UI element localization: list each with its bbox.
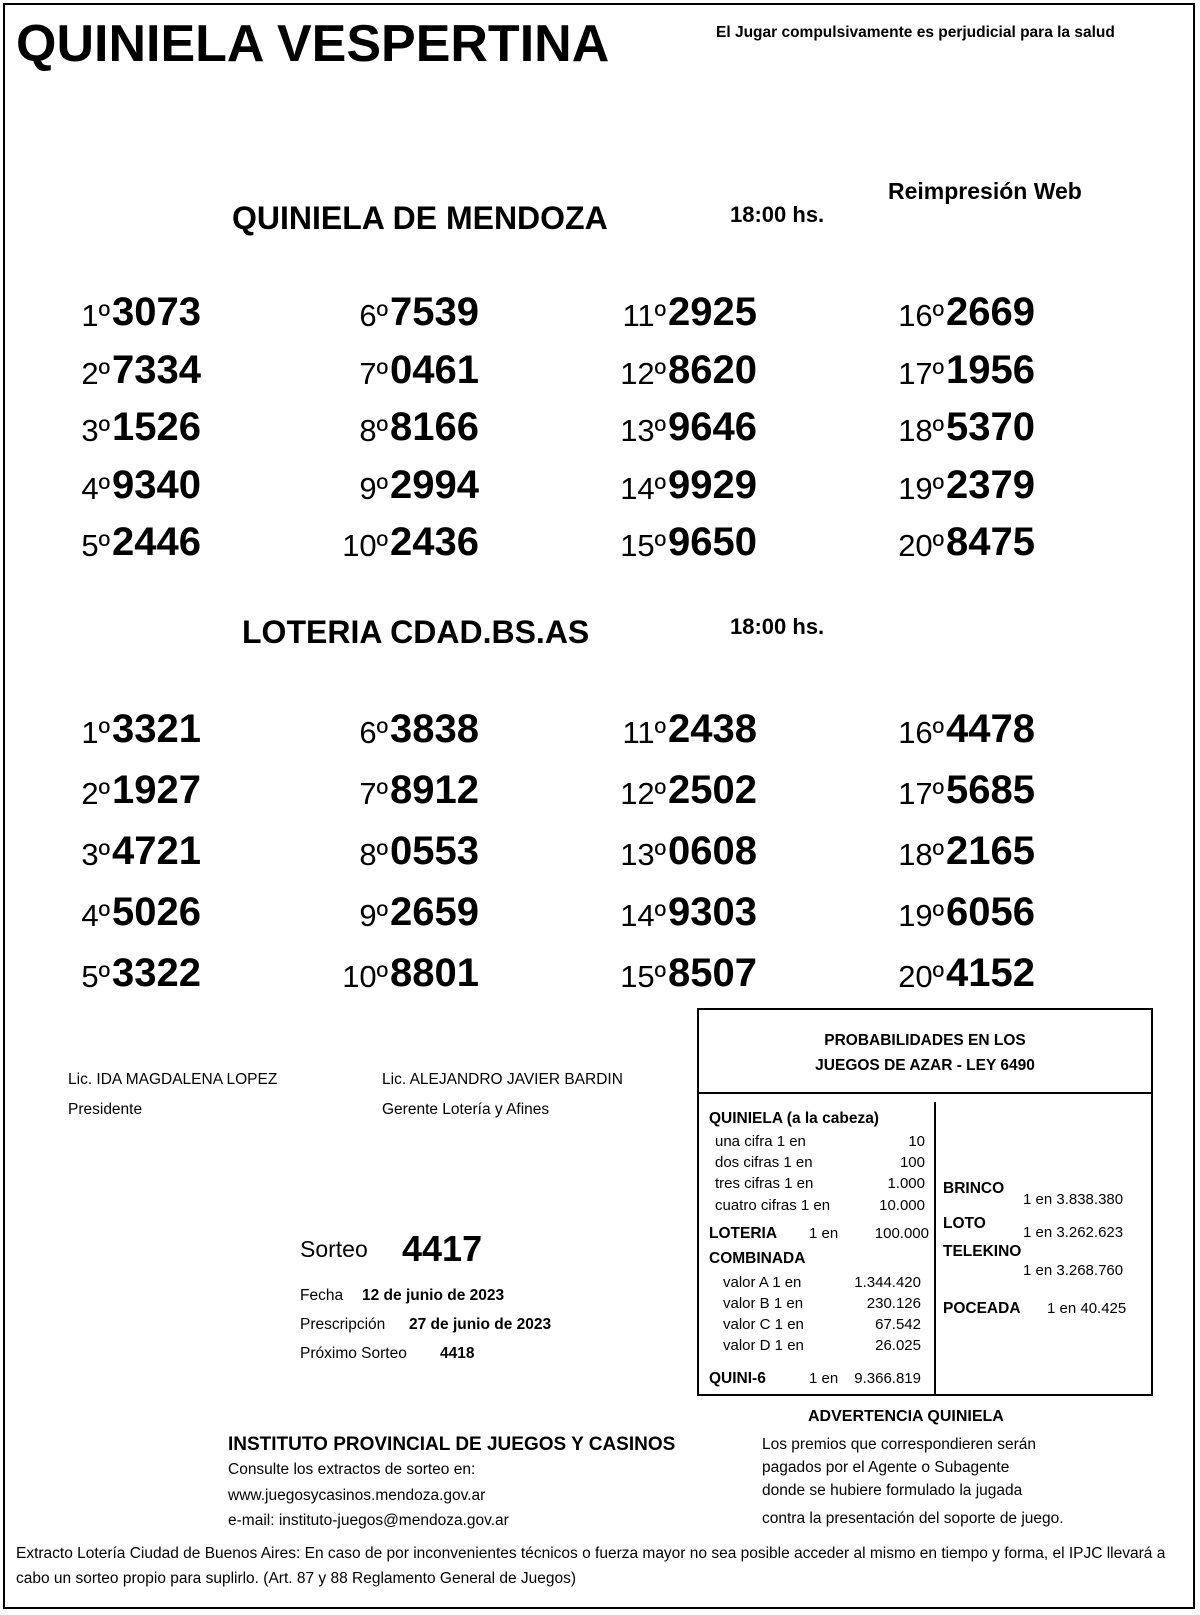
next-draw-label: Próximo Sorteo [300, 1345, 407, 1362]
result-number: 3073 [112, 290, 201, 334]
result-cell [874, 288, 1074, 342]
result-position: 4º [81, 898, 110, 933]
result-position: 10º [342, 959, 388, 994]
quini6-prob-value: 9.366.819 [854, 1370, 921, 1387]
result-number: 2502 [668, 768, 757, 812]
signature-role-1: Presidente [68, 1101, 143, 1118]
result-number: 7539 [390, 290, 479, 334]
result-cell [596, 888, 796, 942]
combinada-prob-value: 230.126 [866, 1295, 921, 1312]
result-position: 6º [359, 715, 388, 750]
result-position: 9º [359, 898, 388, 933]
quiniela-prob-label: tres cifras 1 en [715, 1175, 814, 1192]
result-cell [596, 949, 796, 1003]
footer-note: Extracto Lotería Ciudad de Buenos Aires: En caso de por inconvenientes técnicos o fuerza mayor no sea posible acceder al mismo en tiempo y forma, el IPJC llevará a cabo un sorteo propio para suplirlo. (Art. 87 y 88 Reglamento General de Juegos) [16, 1545, 1166, 1587]
combinada-prob-label: valor B 1 en [723, 1295, 804, 1312]
brinco-prob-title: BRINCO [943, 1180, 1005, 1197]
result-number: 2659 [390, 890, 479, 934]
draw-label: Sorteo [300, 1236, 368, 1262]
quiniela-prob-label: dos cifras 1 en [715, 1154, 813, 1171]
result-number: 8620 [668, 347, 757, 392]
result-cell [596, 288, 796, 342]
result-number: 8801 [390, 951, 479, 995]
result-number: 3322 [112, 951, 201, 995]
draw-date-label: Fecha [300, 1287, 344, 1304]
result-position: 20º [898, 528, 944, 563]
result-cell [596, 827, 796, 881]
result-position: 18º [898, 413, 944, 448]
institute-name: INSTITUTO PROVINCIAL DE JUEGOS Y CASINOS [228, 1434, 676, 1455]
signature-name-2: Lic. ALEJANDRO JAVIER BARDIN [382, 1071, 623, 1088]
section-time-mendoza: 18:00 hs. [730, 202, 825, 227]
result-position: 2º [81, 355, 110, 391]
section-time-bsas: 18:00 hs. [730, 614, 825, 639]
result-position: 16º [898, 715, 944, 750]
result-number: 2438 [668, 707, 757, 751]
loto-prob-value: 1 en 3.262.623 [1023, 1224, 1124, 1241]
poceada-prob-value: 1 en 40.425 [1047, 1300, 1127, 1317]
result-number: 1956 [946, 347, 1035, 392]
result-number: 9929 [668, 462, 757, 507]
result-cell [40, 461, 240, 515]
result-cell [596, 403, 796, 457]
result-number: 9340 [112, 462, 201, 507]
result-cell [40, 346, 240, 400]
result-cell [40, 403, 240, 457]
result-number: 3321 [112, 707, 201, 751]
result-number: 3838 [390, 707, 479, 751]
quiniela-prob-label: una cifra 1 en [715, 1133, 806, 1150]
result-number: 4478 [946, 707, 1035, 751]
result-cell [40, 888, 240, 942]
institute-consult: Consulte los extractos de sorteo en: [228, 1461, 476, 1478]
result-number: 2669 [946, 290, 1035, 334]
combinada-prob-label: valor A 1 en [723, 1274, 802, 1291]
result-number: 2446 [112, 520, 201, 564]
result-position: 10º [342, 528, 388, 563]
result-position: 16º [898, 298, 944, 333]
quiniela-prob-title: QUINIELA (a la cabeza) [709, 1110, 879, 1127]
telekino-prob-value: 1 en 3.268.760 [1023, 1262, 1124, 1279]
result-cell [874, 461, 1074, 515]
loto-prob-title: LOTO [943, 1215, 986, 1232]
draw-date: 12 de junio de 2023 [362, 1287, 505, 1304]
result-position: 17º [898, 355, 944, 391]
result-number: 7334 [112, 347, 201, 392]
quini6-prob-label: 1 en [809, 1370, 839, 1387]
result-cell [40, 949, 240, 1003]
quiniela-prob-label: cuatro cifras 1 en [715, 1197, 831, 1214]
result-cell [318, 403, 518, 457]
result-number: 9650 [668, 520, 757, 564]
result-cell [40, 827, 240, 881]
result-position: 2º [81, 776, 110, 811]
brinco-prob-value: 1 en 3.838.380 [1023, 1191, 1124, 1208]
prescription-date: 27 de junio de 2023 [409, 1316, 552, 1333]
prob-column-divider [934, 1102, 936, 1394]
result-position: 4º [81, 470, 110, 506]
result-position: 11º [622, 298, 666, 333]
health-warning: El Jugar compulsivamente es perjudicial para la salud [716, 24, 1115, 41]
result-cell [318, 888, 518, 942]
result-position: 5º [81, 959, 110, 994]
result-cell [318, 288, 518, 342]
result-position: 19º [898, 898, 944, 933]
result-number: 2165 [946, 829, 1035, 873]
result-cell [318, 766, 518, 820]
telekino-prob-title: TELEKINO [943, 1243, 1022, 1260]
result-position: 9º [359, 470, 388, 506]
institute-email: e-mail: instituto-juegos@mendoza.gov.ar [228, 1512, 509, 1529]
advertencia-line: donde se hubiere formulado la jugada [762, 1482, 1023, 1499]
result-position: 20º [898, 959, 944, 994]
result-position: 3º [81, 837, 110, 872]
result-number: 8475 [946, 520, 1035, 564]
result-cell [318, 827, 518, 881]
result-number: 0553 [390, 829, 479, 873]
result-number: 9303 [668, 890, 757, 934]
result-cell [874, 705, 1074, 759]
prob-divider [699, 1092, 1151, 1094]
result-cell [318, 949, 518, 1003]
result-number: 5026 [112, 890, 201, 934]
result-number: 2379 [946, 462, 1035, 507]
result-position: 3º [81, 413, 110, 448]
advertencia-title: ADVERTENCIA QUINIELA [808, 1408, 1004, 1425]
probabilities-box [697, 1008, 1153, 1396]
result-number: 6056 [946, 890, 1035, 934]
reprint-label: Reimpresión Web [888, 178, 1082, 204]
advertencia-line: Los premios que correspondieren serán [762, 1436, 1036, 1453]
result-position: 5º [81, 528, 110, 563]
advertencia-line: contra la presentación del soporte de juego. [762, 1510, 1064, 1527]
result-cell [874, 518, 1074, 572]
result-cell [318, 346, 518, 400]
result-number: 4152 [946, 951, 1035, 995]
result-position: 11º [622, 715, 666, 750]
result-position: 17º [898, 776, 944, 811]
result-position: 18º [898, 837, 944, 872]
quiniela-prob-value: 100 [899, 1154, 925, 1171]
result-position: 7º [359, 355, 388, 391]
result-position: 14º [620, 470, 666, 506]
institute-website: www.juegosycasinos.mendoza.gov.ar [228, 1487, 486, 1504]
result-number: 0461 [390, 347, 479, 392]
quini6-prob-title: QUINI-6 [709, 1370, 766, 1387]
result-cell [874, 888, 1074, 942]
combinada-prob-value: 26.025 [875, 1337, 921, 1354]
result-cell [596, 461, 796, 515]
result-cell [874, 827, 1074, 881]
result-position: 7º [359, 776, 388, 811]
section-title-mendoza: QUINIELA DE MENDOZA [232, 200, 608, 236]
result-number: 8507 [668, 951, 757, 995]
result-number: 2994 [390, 462, 479, 507]
loteria-prob-title: LOTERIA [709, 1225, 778, 1242]
loteria-prob-label: 1 en [809, 1225, 839, 1242]
result-number: 4721 [112, 829, 201, 873]
result-cell [318, 461, 518, 515]
result-number: 0608 [668, 829, 757, 873]
combinada-prob-title: COMBINADA [709, 1250, 806, 1267]
result-position: 19º [898, 470, 944, 506]
result-cell [318, 705, 518, 759]
result-number: 5370 [946, 405, 1035, 449]
combinada-prob-label: valor D 1 en [723, 1337, 804, 1354]
draw-number: 4417 [402, 1228, 483, 1269]
result-cell [874, 346, 1074, 400]
result-cell [318, 518, 518, 572]
next-draw-number: 4418 [440, 1345, 475, 1362]
combinada-prob-value: 67.542 [875, 1316, 921, 1333]
combinada-prob-value: 1.344.420 [854, 1274, 921, 1291]
advertencia-line: pagados por el Agente o Subagente [762, 1459, 1010, 1476]
section-title-bsas: LOTERIA CDAD.BS.AS [242, 614, 590, 650]
result-cell [40, 766, 240, 820]
result-cell [596, 346, 796, 400]
prescription-label: Prescripción [300, 1316, 386, 1333]
result-cell [596, 766, 796, 820]
result-number: 9646 [668, 405, 757, 449]
quiniela-prob-value: 1.000 [887, 1175, 925, 1192]
result-number: 5685 [946, 768, 1035, 812]
result-position: 1º [81, 298, 110, 333]
result-position: 12º [620, 355, 666, 391]
result-position: 15º [620, 528, 666, 563]
prob-heading-1: PROBABILIDADES EN LOS [824, 1032, 1026, 1049]
result-cell [596, 705, 796, 759]
result-position: 1º [81, 715, 110, 750]
quiniela-prob-value: 10 [908, 1133, 925, 1150]
result-cell [874, 403, 1074, 457]
result-cell [40, 518, 240, 572]
result-cell [874, 766, 1074, 820]
result-position: 8º [359, 837, 388, 872]
result-position: 13º [620, 837, 666, 872]
combinada-prob-label: valor C 1 en [723, 1316, 804, 1333]
result-position: 12º [620, 776, 666, 811]
poceada-prob-title: POCEADA [943, 1300, 1021, 1317]
result-cell [40, 288, 240, 342]
result-number: 2436 [390, 520, 479, 564]
result-position: 6º [359, 298, 388, 333]
result-position: 15º [620, 959, 666, 994]
result-position: 8º [359, 413, 388, 448]
quiniela-prob-value: 10.000 [879, 1197, 925, 1214]
signature-name-1: Lic. IDA MAGDALENA LOPEZ [68, 1071, 278, 1088]
result-number: 8912 [390, 768, 479, 812]
signature-role-2: Gerente Lotería y Afines [382, 1101, 550, 1118]
result-number: 8166 [390, 405, 479, 449]
result-number: 1927 [112, 768, 201, 812]
result-cell [40, 705, 240, 759]
result-number: 2925 [668, 290, 757, 334]
result-cell [874, 949, 1074, 1003]
loteria-prob-value: 100.000 [874, 1225, 929, 1242]
page-title: QUINIELA VESPERTINA [16, 15, 610, 73]
result-number: 1526 [112, 405, 201, 449]
result-cell [596, 518, 796, 572]
result-position: 13º [620, 413, 666, 448]
prob-heading-2: JUEGOS DE AZAR - LEY 6490 [815, 1057, 1035, 1074]
result-position: 14º [620, 898, 666, 933]
